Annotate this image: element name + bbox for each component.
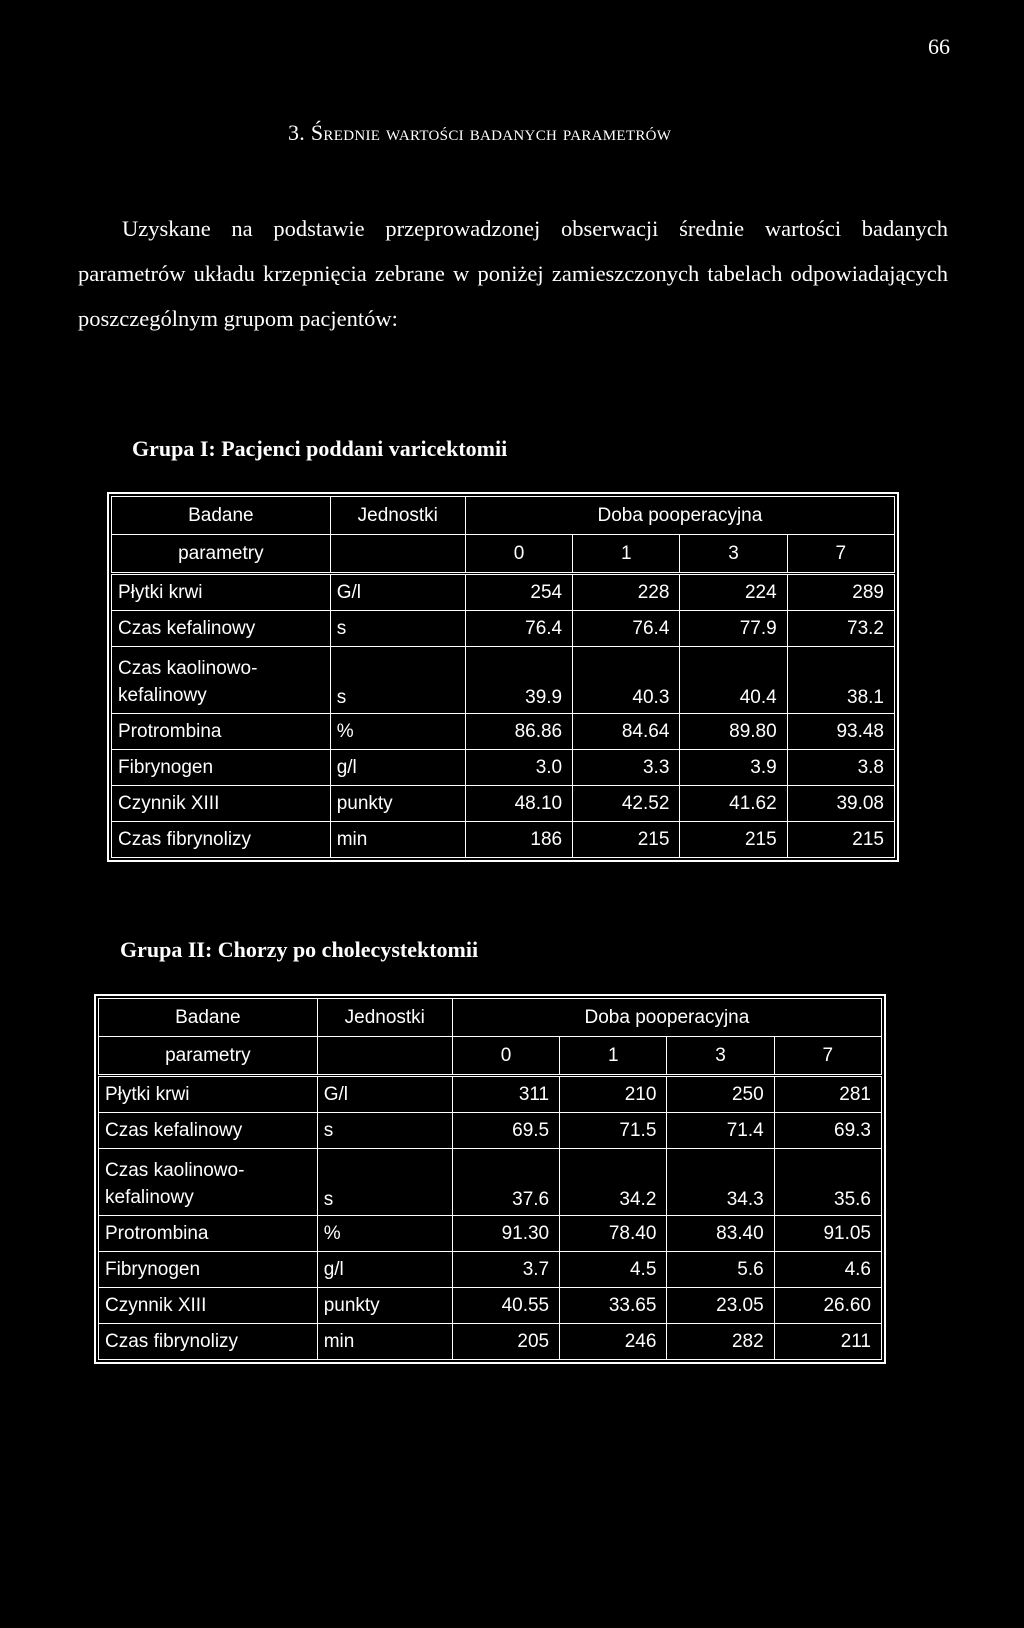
unit-cell: % (317, 1216, 452, 1252)
header-parameter-label: Badane (99, 999, 318, 1037)
parameter-name: Czas kaolinowo-kefalinowy (112, 647, 331, 714)
table-row (112, 750, 895, 786)
value-cell: 40.3 (573, 647, 680, 714)
unit-cell: G/l (330, 574, 465, 611)
header-unit-label: Jednostki (330, 497, 465, 535)
value-cell: 76.4 (465, 611, 572, 647)
value-cell: 5.6 (667, 1252, 774, 1288)
table-row (99, 1113, 882, 1149)
parameter-name: Płytki krwi (99, 1076, 318, 1113)
table-row (99, 1076, 882, 1113)
value-cell: 39.08 (787, 786, 894, 822)
table-row (112, 574, 895, 611)
value-cell: 83.40 (667, 1216, 774, 1252)
value-cell: 215 (573, 822, 680, 858)
value-cell: 91.05 (774, 1216, 881, 1252)
group-1-title: Grupa I: Pacjenci poddani varicektomii (132, 436, 508, 461)
parameter-name: Czas fibrynolizy (99, 1324, 318, 1360)
value-cell: 186 (465, 822, 572, 858)
table-row (112, 647, 895, 714)
header-parameter-label: Badane (112, 497, 331, 535)
header-unit-blank (330, 535, 465, 574)
header-day-2: 3 (680, 535, 787, 574)
unit-cell: min (330, 822, 465, 858)
header-postop-day-label: Doba pooperacyjna (465, 497, 894, 535)
value-cell: 71.5 (560, 1113, 667, 1149)
group-1-table (111, 496, 895, 858)
value-cell: 77.9 (680, 611, 787, 647)
header-day-1: 1 (573, 535, 680, 574)
value-cell: 4.5 (560, 1252, 667, 1288)
value-cell: 33.65 (560, 1288, 667, 1324)
table-row (112, 786, 895, 822)
group-2-table (98, 998, 882, 1360)
header-day-0: 0 (465, 535, 572, 574)
value-cell: 69.3 (774, 1113, 881, 1149)
header-day-3: 7 (774, 1037, 881, 1076)
header-parameter-label-cont: parametry (99, 1037, 318, 1076)
unit-cell: g/l (317, 1252, 452, 1288)
unit-cell: % (330, 714, 465, 750)
value-cell: 37.6 (452, 1149, 559, 1216)
value-cell: 228 (573, 574, 680, 611)
value-cell: 281 (774, 1076, 881, 1113)
parameter-name: Czas fibrynolizy (112, 822, 331, 858)
parameter-name: Protrombina (99, 1216, 318, 1252)
value-cell: 89.80 (680, 714, 787, 750)
value-cell: 38.1 (787, 647, 894, 714)
page-number: 66 (928, 34, 950, 59)
table-row (112, 822, 895, 858)
unit-cell: s (330, 647, 465, 714)
value-cell: 3.7 (452, 1252, 559, 1288)
group-1-table-frame (107, 492, 899, 862)
value-cell: 4.6 (774, 1252, 881, 1288)
header-parameter-label-cont: parametry (112, 535, 331, 574)
table-row (112, 611, 895, 647)
value-cell: 34.2 (560, 1149, 667, 1216)
unit-cell: s (317, 1113, 452, 1149)
value-cell: 41.62 (680, 786, 787, 822)
value-cell: 86.86 (465, 714, 572, 750)
table-row (99, 1288, 882, 1324)
unit-cell: s (317, 1149, 452, 1216)
value-cell: 3.9 (680, 750, 787, 786)
value-cell: 40.4 (680, 647, 787, 714)
value-cell: 211 (774, 1324, 881, 1360)
parameter-name: Czas kefalinowy (112, 611, 331, 647)
value-cell: 91.30 (452, 1216, 559, 1252)
group-2-title: Grupa II: Chorzy po cholecystektomii (120, 937, 479, 962)
parameter-name: Czynnik XIII (99, 1288, 318, 1324)
value-cell: 71.4 (667, 1113, 774, 1149)
unit-cell: g/l (330, 750, 465, 786)
header-unit-label: Jednostki (317, 999, 452, 1037)
parameter-name: Czynnik XIII (112, 786, 331, 822)
value-cell: 34.3 (667, 1149, 774, 1216)
table-row (112, 714, 895, 750)
unit-cell: punkty (330, 786, 465, 822)
table-row (99, 1324, 882, 1360)
unit-cell: s (330, 611, 465, 647)
value-cell: 254 (465, 574, 572, 611)
value-cell: 40.55 (452, 1288, 559, 1324)
table-row (99, 1216, 882, 1252)
value-cell: 224 (680, 574, 787, 611)
value-cell: 78.40 (560, 1216, 667, 1252)
value-cell: 3.3 (573, 750, 680, 786)
value-cell: 69.5 (452, 1113, 559, 1149)
value-cell: 76.4 (573, 611, 680, 647)
header-day-0: 0 (452, 1037, 559, 1076)
parameter-name: Płytki krwi (112, 574, 331, 611)
value-cell: 73.2 (787, 611, 894, 647)
value-cell: 246 (560, 1324, 667, 1360)
header-unit-blank (317, 1037, 452, 1076)
unit-cell: G/l (317, 1076, 452, 1113)
intro-paragraph: Uzyskane na podstawie przeprowadzonej obserwacji średnie wartości badanych parametrów układu krzepnięcia zebrane w poniżej zamieszczonych tabelach odpowiadających poszczególnym grupom pacjentów: (78, 216, 948, 331)
value-cell: 84.64 (573, 714, 680, 750)
header-day-2: 3 (667, 1037, 774, 1076)
value-cell: 215 (680, 822, 787, 858)
value-cell: 48.10 (465, 786, 572, 822)
value-cell: 250 (667, 1076, 774, 1113)
value-cell: 205 (452, 1324, 559, 1360)
value-cell: 23.05 (667, 1288, 774, 1324)
unit-cell: punkty (317, 1288, 452, 1324)
header-day-3: 7 (787, 535, 894, 574)
value-cell: 3.0 (465, 750, 572, 786)
parameter-name: Fibrynogen (112, 750, 331, 786)
table-row (99, 1252, 882, 1288)
parameter-name: Czas kefalinowy (99, 1113, 318, 1149)
value-cell: 93.48 (787, 714, 894, 750)
value-cell: 289 (787, 574, 894, 611)
unit-cell: min (317, 1324, 452, 1360)
value-cell: 311 (452, 1076, 559, 1113)
group-2-table-frame (94, 994, 886, 1364)
parameter-name: Fibrynogen (99, 1252, 318, 1288)
value-cell: 42.52 (573, 786, 680, 822)
value-cell: 35.6 (774, 1149, 881, 1216)
value-cell: 26.60 (774, 1288, 881, 1324)
parameter-name: Czas kaolinowo-kefalinowy (99, 1149, 318, 1216)
section-title: 3. Średnie wartości badanych parametrów (288, 120, 672, 145)
value-cell: 3.8 (787, 750, 894, 786)
table-row (99, 1149, 882, 1216)
value-cell: 210 (560, 1076, 667, 1113)
header-day-1: 1 (560, 1037, 667, 1076)
value-cell: 215 (787, 822, 894, 858)
value-cell: 282 (667, 1324, 774, 1360)
header-postop-day-label: Doba pooperacyjna (452, 999, 881, 1037)
value-cell: 39.9 (465, 647, 572, 714)
parameter-name: Protrombina (112, 714, 331, 750)
